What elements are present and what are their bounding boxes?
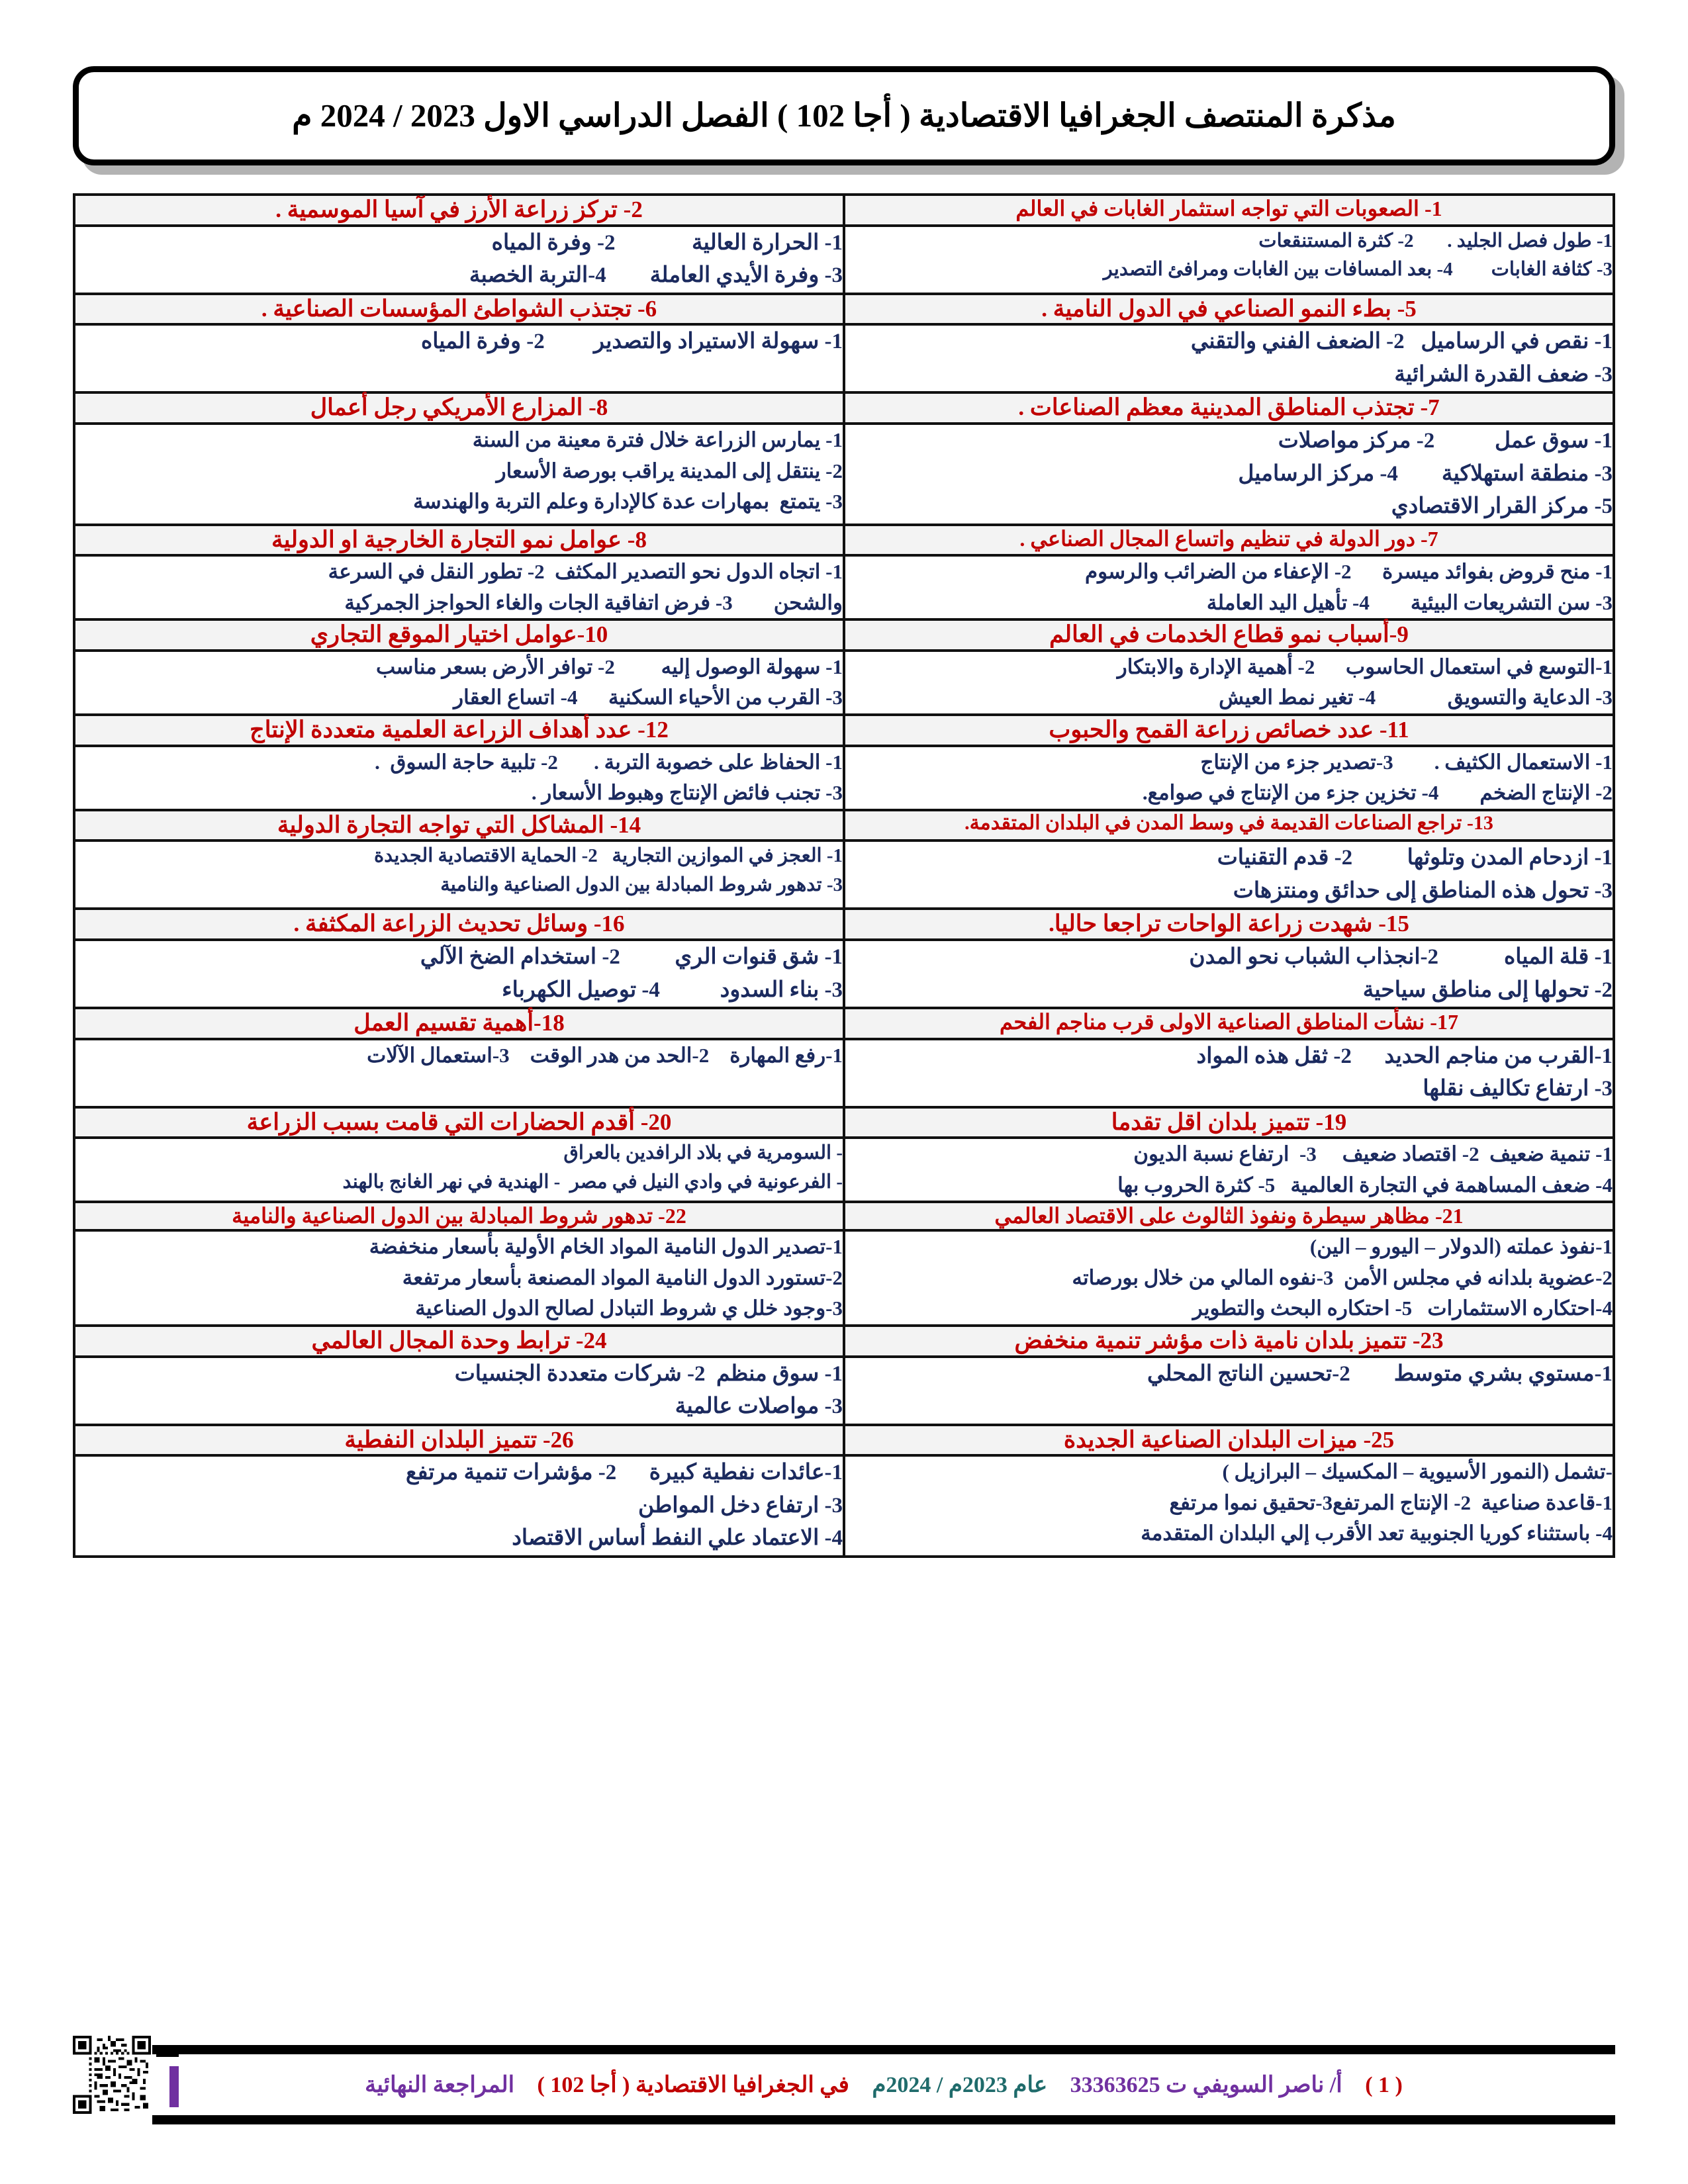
list-item: 1-مستوي بشري متوسط 2-تحسين الناتج المحلي	[1147, 1361, 1613, 1386]
section-heading-left: 22- تدهور شروط المبادلة بين الدول الصناعية والنامية	[74, 1202, 844, 1230]
list-item: 3- وفرة الأيدي العاملة 4-التربة الخصبة	[469, 263, 843, 288]
list-item: 2- تحولها إلى مناطق سياحية	[1362, 978, 1613, 1002]
section-heading-right: 23- تتميز بلدان نامية ذات مؤشر تنمية منخفض	[844, 1326, 1614, 1357]
footer-author: أ/ ناصر السويفي ت 33363625	[1070, 2073, 1342, 2097]
list-item: 1-تصدير الدول النامية المواد الخام الأولية بأسعار منخفضة	[369, 1235, 843, 1259]
list-item: -تشمل (النمور الأسيوية – المكسيك – البرازيل )	[1222, 1460, 1613, 1484]
table-row	[74, 1326, 1614, 1357]
table-row	[74, 1107, 1614, 1138]
list-item: 1- سهولة الوصول إليه 2- توافر الأرض بسعر مناسب	[375, 655, 843, 678]
list-item: 3- ضعف القدرة الشرائية	[1394, 362, 1613, 387]
section-heading-right: 13- تراجع الصناعات القديمة في وسط المدن في البلدان المتقدمة.	[844, 810, 1614, 841]
section-heading-left: 20- أقدم الحضارات التي قامت بسبب الزراعة	[74, 1107, 844, 1138]
section-points-left	[74, 226, 844, 294]
list-item: - السومرية في بلاد الرافدين بالعراق	[563, 1142, 843, 1164]
section-points-right	[844, 940, 1614, 1008]
section-points-left	[74, 555, 844, 619]
table-row	[74, 1425, 1614, 1456]
list-item: 3- تجنب فائض الإنتاج وهبوط الأسعار .	[531, 781, 843, 805]
table-row	[74, 525, 1614, 556]
list-item: 1-عائدات نفطية كبيرة 2- مؤشرات تنمية مرتفع	[406, 1461, 843, 1485]
list-item: 3- سن التشريعات البيئية 4- تأهيل اليد العاملة	[1206, 590, 1613, 614]
section-points-left	[74, 1039, 844, 1107]
section-heading-left: 18-أهمية تقسيم العمل	[74, 1008, 844, 1039]
table-row	[74, 195, 1614, 226]
list-item: 3-وجود خلل ي شروط التبادل لصالح الدول الصناعية	[415, 1297, 843, 1320]
section-points-right	[844, 1357, 1614, 1425]
table-row	[74, 651, 1614, 715]
section-heading-left: 8- المزارع الأمريكي رجل أعمال	[74, 392, 844, 424]
section-points-right	[844, 226, 1614, 294]
list-item: 3- مواصلات عالمية	[675, 1394, 843, 1419]
table-row	[74, 1230, 1614, 1326]
section-points-right	[844, 555, 1614, 619]
section-points-right	[844, 424, 1614, 525]
list-item: 1-رفع المهارة 2-الحد من هدر الوقت 3-استعمال الآلات	[367, 1043, 843, 1067]
list-item: 3- يتمتع بمهارات عدة كالإدارة وعلم التربة والهندسة	[413, 490, 843, 514]
section-heading-left: 12- عدد أهداف الزراعة العلمية متعددة الإنتاج	[74, 715, 844, 746]
list-item: 1- سهولة الاستيراد والتصدير 2- وفرة المياه	[420, 330, 843, 354]
list-item: 4-احتكاره الاستثمارات 5- احتكاره البحث والتطوير	[1192, 1297, 1613, 1320]
section-heading-right: 7- دور الدولة في تنظيم واتساع المجال الصناعي .	[844, 525, 1614, 556]
table-row	[74, 715, 1614, 746]
section-heading-left: 24- ترابط وحدة المجال العالمي	[74, 1326, 844, 1357]
section-points-left	[74, 841, 844, 909]
footer-subject: في الجغرافيا الاقتصادية ( أجا 102 )	[537, 2073, 849, 2097]
table-row	[74, 841, 1614, 909]
list-item: 2-تستورد الدول النامية المواد المصنعة بأسعار مرتفعة	[402, 1265, 843, 1289]
list-item: 3- ارتفاع تكاليف نقلها	[1423, 1077, 1613, 1101]
section-points-right	[844, 1039, 1614, 1107]
list-item: 4- ضعف المساهمة في التجارة العالمية 5- كثرة الحروب بها	[1117, 1173, 1613, 1197]
section-heading-right: 7- تجتذب المناطق المدينية معظم الصناعات .	[844, 392, 1614, 424]
table-row	[74, 1008, 1614, 1039]
title-banner-box	[73, 66, 1615, 165]
section-points-left	[74, 324, 844, 392]
section-points-right	[844, 1138, 1614, 1202]
list-item: 3- تدهور شروط المبادلة بين الدول الصناعية والنامية	[440, 874, 843, 895]
list-item: 1- نقص في الرساميل 2- الضعف الفني والتقني	[1190, 330, 1613, 354]
table-row	[74, 909, 1614, 940]
list-item: 1- منح قروض بفوائد ميسرة 2- الإعفاء من الضرائب والرسوم	[1084, 560, 1613, 584]
section-points-right	[844, 1455, 1614, 1557]
table-row	[74, 810, 1614, 841]
section-points-right	[844, 651, 1614, 715]
table-row	[74, 226, 1614, 294]
section-heading-right: 19- تتميز بلدان اقل تقدما	[844, 1107, 1614, 1138]
section-points-right	[844, 746, 1614, 810]
title-banner	[73, 66, 1615, 165]
qr-code-icon[interactable]	[73, 2036, 151, 2119]
section-points-right	[844, 1230, 1614, 1326]
section-heading-left: 10-عوامل اختيار الموقع التجاري	[74, 619, 844, 651]
list-item: - الفرعونية في وادي النيل في مصر - الهندية في نهر الغانج بالهند	[342, 1171, 843, 1193]
table-row	[74, 324, 1614, 392]
section-heading-left: 14- المشاكل التي تواجه التجارة الدولية	[74, 810, 844, 841]
content-table	[73, 193, 1615, 1558]
section-points-left	[74, 1357, 844, 1425]
footer	[73, 2045, 1615, 2124]
table-row	[74, 1039, 1614, 1107]
list-item: 1- الاستعمال الكثيف . 3-تصدير جزء من الإنتاج	[1200, 750, 1613, 774]
table-row	[74, 1138, 1614, 1202]
section-points-right	[844, 841, 1614, 909]
list-item: 2-عضوية بلدانه في مجلس الأمن 3-نفوه المالي من خلال بورصاته	[1072, 1265, 1613, 1289]
list-item: 1-قاعدة صناعية 2- الإنتاج المرتفع3-تحقيق نموا مرتفع	[1169, 1490, 1613, 1514]
section-heading-right: 9-أسباب نمو قطاع الخدمات في العالم	[844, 619, 1614, 651]
table-row	[74, 424, 1614, 525]
section-heading-right: 25- ميزات البلدان الصناعية الجديدة	[844, 1425, 1614, 1456]
section-heading-left: 2- تركز زراعة الأرز في آسيا الموسمية .	[74, 195, 844, 226]
list-item: 3- منطقة استهلاكية 4- مركز الرساميل	[1238, 461, 1613, 486]
section-heading-right: 1- الصعوبات التي تواجه استثمار الغابات في العالم	[844, 195, 1614, 226]
footer-side-bars	[156, 2049, 179, 2122]
section-heading-left: 26- تتميز البلدان النفطية	[74, 1425, 844, 1456]
list-item: 1- ازدحام المدن وتلوثها 2- قدم التقنيات	[1217, 846, 1613, 870]
list-item: 1- سوق منظم 2- شركات متعددة الجنسيات	[454, 1361, 843, 1386]
list-item: والشحن 3- فرض اتفاقية الجات والغاء الحواجز الجمركية	[344, 590, 843, 614]
table-row	[74, 1455, 1614, 1557]
list-item: 1- تنمية ضعيف 2- اقتصاد ضعيف 3- ارتفاع نسبة الديون	[1133, 1142, 1613, 1166]
section-heading-right: 5- بطء النمو الصناعي في الدول النامية .	[844, 294, 1614, 325]
footer-bar-bottom	[156, 2116, 179, 2124]
table-row	[74, 1202, 1614, 1230]
section-heading-left: 8- عوامل نمو التجارة الخارجية او الدولية	[74, 525, 844, 556]
list-item: 1-نفوذ عملته (الدولار – اليورو – الين)	[1309, 1235, 1613, 1259]
footer-box	[152, 2045, 1615, 2124]
list-item: 1- العجز في الموازين التجارية 2- الحماية الاقتصادية الجديدة	[373, 845, 843, 867]
table-row	[74, 294, 1614, 325]
section-heading-right: 17- نشأت المناطق الصناعية الاولى قرب مناجم الفحم	[844, 1008, 1614, 1039]
footer-bar-top	[156, 2049, 179, 2057]
list-item: 1- يمارس الزراعة خلال فترة معينة من السنة	[472, 428, 843, 452]
list-item: 1- طول فصل الجليد . 2- كثرة المستنقعات	[1258, 230, 1613, 251]
section-heading-right: 15- شهدت زراعة الواحات تراجعا حاليا.	[844, 909, 1614, 940]
table-row	[74, 1357, 1614, 1425]
section-points-left	[74, 651, 844, 715]
list-item: 1- قلة المياه 2-انجذاب الشباب نحو المدن	[1189, 945, 1613, 969]
list-item: 1-القرب من مناجم الحديد 2- ثقل هذه المواد	[1196, 1044, 1613, 1068]
list-item: 2- الإنتاج الضخم 4- تخزين جزء من الإنتاج في صوامع.	[1142, 781, 1613, 805]
list-item: 3- كثافة الغابات 4- بعد المسافات بين الغابات ومرافئ التصدير	[1103, 259, 1613, 281]
list-item: 1- الحفاظ على خصوبة التربة . 2- تلبية حاجة السوق .	[375, 750, 843, 774]
list-item: 1- شق قنوات الري 2- استخدام الضخ الآلي	[420, 945, 843, 969]
list-item: 1- سوق عمل 2- مركز مواصلات	[1278, 429, 1613, 453]
list-item: 5- مركز القرار الاقتصادي	[1391, 494, 1613, 519]
section-heading-right: 11- عدد خصائص زراعة القمح والحبوب	[844, 715, 1614, 746]
section-points-left	[74, 1455, 844, 1557]
section-heading-right: 21- مظاهر سيطرة ونفوذ الثالوث على الاقتصاد العالمي	[844, 1202, 1614, 1230]
table-row	[74, 619, 1614, 651]
page-title: مذكرة المنتصف الجغرافيا الاقتصادية ( أجا 102 ) الفصل الدراسي الاول 2023 / 2024 م	[292, 97, 1396, 134]
section-points-right	[844, 324, 1614, 392]
footer-revision-label: المراجعة النهائية	[365, 2073, 515, 2097]
section-heading-left: 6- تجتذب الشواطئ المؤسسات الصناعية .	[74, 294, 844, 325]
list-item: 1- الحرارة العالية 2- وفرة المياه	[491, 230, 843, 255]
list-item: 4- الاعتماد علي النفط أساس الاقتصاد	[512, 1526, 843, 1551]
section-points-left	[74, 746, 844, 810]
footer-bar-accent	[169, 2066, 179, 2107]
list-item: 3- الدعاية والتسويق 4- تغير نمط العيش	[1219, 686, 1613, 709]
section-points-left	[74, 1230, 844, 1326]
section-points-left	[74, 1138, 844, 1202]
list-item: 3- القرب من الأحياء السكنية 4- اتساع العقار	[453, 686, 843, 709]
list-item: 3- ارتفاع دخل المواطن	[638, 1493, 843, 1518]
table-row	[74, 746, 1614, 810]
list-item: 1- اتجاه الدول نحو التصدير المكثف 2- تطور النقل في السرعة	[328, 560, 843, 584]
footer-line	[365, 2071, 1403, 2098]
list-item: 4- باستثناء كوريا الجنوبية تعد الأقرب إلي البلدان المتقدمة	[1141, 1522, 1613, 1545]
footer-page-number: ( 1 )	[1365, 2073, 1403, 2097]
section-points-left	[74, 940, 844, 1008]
table-row	[74, 940, 1614, 1008]
section-heading-left: 16- وسائل تحديث الزراعة المكثفة .	[74, 909, 844, 940]
list-item: 3- بناء السدود 4- توصيل الكهرباء	[502, 978, 843, 1002]
list-item: 1-التوسع في استعمال الحاسوب 2- أهمية الإدارة والابتكار	[1117, 655, 1613, 678]
table-row	[74, 555, 1614, 619]
table-row	[74, 392, 1614, 424]
list-item: 2- ينتقل إلى المدينة يراقب بورصة الأسعار	[496, 459, 843, 482]
list-item: 3- تحول هذه المناطق إلى حدائق ومنتزهات	[1233, 878, 1613, 903]
footer-year: عام 2023م / 2024م	[872, 2073, 1048, 2097]
section-points-left	[74, 424, 844, 525]
